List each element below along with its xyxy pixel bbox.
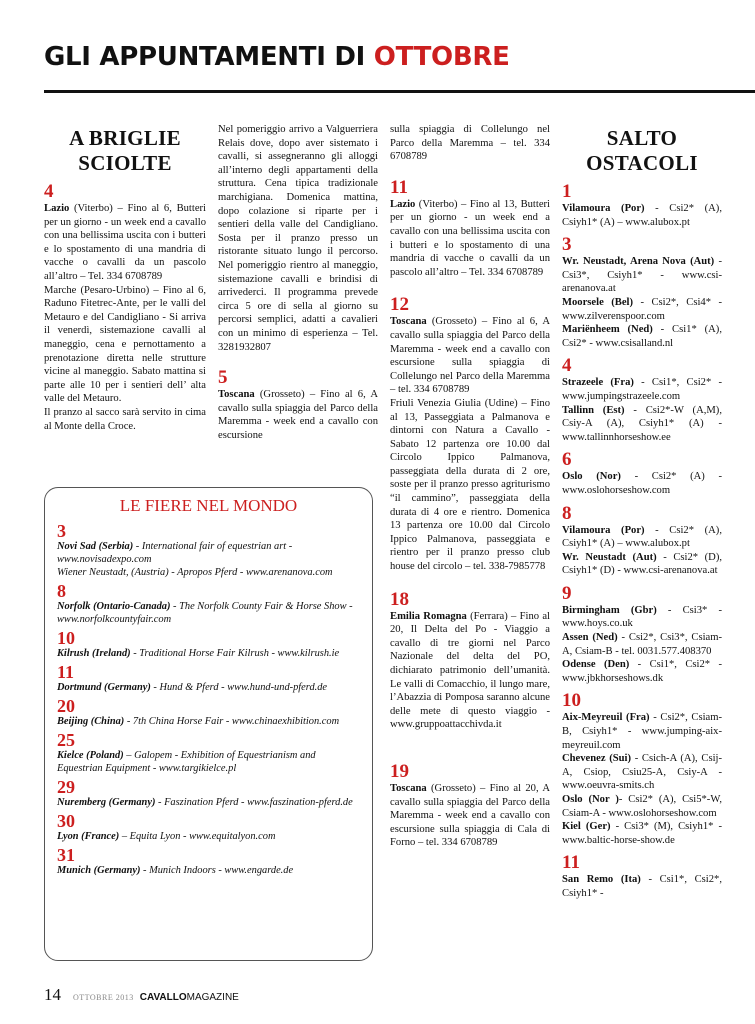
- day-number: 5: [218, 367, 228, 389]
- day-number: 29: [57, 777, 75, 797]
- event-text: - Csi2* (A), Csiyh1* (A) – www.alubox.pt: [562, 524, 722, 550]
- event-location: Dortmund (Germany): [57, 682, 151, 693]
- event-entry: Il pranzo al sacco sarà servito in cima al Monte della Croce.: [44, 406, 206, 432]
- event-location: Vilamoura (Por): [562, 524, 645, 536]
- event-location: Moorsele (Bel): [562, 296, 633, 308]
- event-location: Wr. Neustadt (Aut): [562, 551, 657, 563]
- column-briglie: [44, 126, 206, 433]
- day-number: 4: [562, 355, 572, 377]
- event-region: Toscana: [390, 316, 427, 328]
- day-number: 9: [562, 582, 572, 604]
- event-region: Toscana: [218, 389, 255, 401]
- event-region: Lazio: [390, 198, 416, 210]
- event-entry: [562, 631, 722, 658]
- event-entry: [562, 296, 722, 323]
- title-month: OTTOBRE: [373, 42, 510, 72]
- event-text: (Viterbo) – Fino al 13, Butteri per un giorno - un week end a cavallo con una bellissima uscita con i butteri e lo spostamento di una mandria di vacche o cavalli da un pascolo all’altro – Tel. 334 6708789: [390, 198, 550, 278]
- event-location: Strazeele (Fra): [562, 377, 634, 389]
- day-number: 1: [562, 181, 572, 202]
- magazine-suffix: MAGAZINE: [186, 992, 239, 1003]
- header-rule: [44, 90, 755, 93]
- event-location: Munich (Germany): [57, 865, 141, 876]
- day-number: 19: [390, 760, 409, 782]
- event-location: Wr. Neustadt, Arena Nova (Aut): [562, 256, 715, 268]
- event-text: – Equita Lyon - www.equitalyon.com: [119, 831, 276, 842]
- magazine-name: CAVALLO: [139, 992, 187, 1003]
- day-number: 6: [562, 449, 572, 471]
- event-location: Aix-Meyreuil (Fra): [562, 712, 650, 724]
- event-location: Nuremberg (Germany): [57, 797, 156, 808]
- event-text: - Csi2* (A), Csi5*-W, Csiam-A - www.oslohorseshow.com: [562, 794, 722, 819]
- event-entry: [562, 752, 722, 793]
- event-text: - Csi1*, Csi2* - www.jbkhorseshows.dk: [562, 659, 722, 684]
- event-text: - Csi2*, Csiam-B, Csiyh1* - www.jumping-aix-meyreuil.com: [562, 712, 722, 751]
- event-entry: [562, 551, 722, 578]
- event-text: - Csi3*, Csiyh1* - www.csi-arenanova.at: [562, 256, 722, 295]
- event-text: - Hund & Pferd - www.hund-und-pferd.de: [150, 682, 328, 693]
- event-text: Nel pomeriggio arrivo a Valguerriera Relais dove, dopo aver sistemato i cavalli, si assegneranno gli alloggi all’interno degli appartamenti della struttura. Cena tipica tradizionale marchigiana. Domenica mattina, dopo colazione si riparte per i sentieri della valle del Candigliano. Sosta per il pranzo presso un ristorante situato lungo il percorso. Nel pomeriggio rientro al maneggio, sistemazione cavalli e brindisi di arrivederci. Il programma prevede circa 5 ore di sella al giorno su percorsi semplici, adatti a cavalieri con un minimo di esperienza – Tel. 3281932807: [218, 124, 378, 353]
- column-2: [218, 123, 378, 442]
- event-location: Lyon (France): [57, 831, 120, 842]
- event-text: (Viterbo) – Fino al 6, Butteri per un giorno - un week end a cavallo con una bellissima uscita con i butteri e lo spostamento di una mandria di vacche o cavalli da un pascolo all’altro – Tel. 334 6708789: [44, 203, 206, 282]
- event-entry: [562, 793, 722, 820]
- event-text: - International fair of equestrian art - www.novisadexpo.com: [57, 541, 293, 565]
- page-number: 14: [44, 985, 61, 1004]
- day-number: 3: [57, 521, 66, 541]
- event-entry: [57, 540, 360, 566]
- day-number: 10: [57, 628, 75, 648]
- salto-list: [562, 182, 722, 901]
- event-entry: [562, 323, 722, 350]
- event-entry: [57, 796, 360, 809]
- event-text: - Csi1*, Csi2* - www.jumpingstrazeele.com: [562, 377, 722, 402]
- event-text: (Grosseto) – Fino al 6, A cavallo sulla spiaggia del Parco della Maremma - week end a cavallo con escursione: [218, 389, 378, 441]
- event-entry: [390, 315, 550, 397]
- event-region: Emilia Romagna: [390, 610, 467, 622]
- event-text: - Munich Indoors - www.engarde.de: [140, 865, 294, 876]
- day-number: 12: [390, 294, 409, 316]
- event-entry: [390, 782, 550, 850]
- event-location: Novi Sad (Serbia): [57, 541, 134, 552]
- day-number: 4: [44, 181, 54, 202]
- event-text: (Grosseto) – Fino al 20, A cavallo sulla spiaggia del Parco della Maremma - week end a cavallo con escursione sulla spiaggia di Cala di Forno – tel. 334 6708789: [390, 782, 550, 849]
- event-text: sulla spiaggia di Collelungo nel Parco della Maremma – tel. 334 6708789: [390, 124, 550, 163]
- day-number: 30: [57, 811, 75, 831]
- event-location: Norfolk (Ontario-Canada): [57, 601, 171, 612]
- event-entry: [57, 749, 360, 775]
- title-main: GLI APPUNTAMENTI DI: [44, 42, 365, 72]
- event-text: - Csi3* - www.hoys.co.uk: [562, 604, 722, 630]
- day-number: 31: [57, 845, 75, 865]
- event-entry: [562, 202, 722, 229]
- day-number: 10: [562, 690, 581, 712]
- event-text: (Ferrara) – Fino al 20, Il Delta del Po - Viaggio a cavallo di tre giorni nel Parco Nazionale del delta del PO, dichiarato patrimonio dell’umanità. Le valli di Comacchio, il lungo mare, l’Abazzia di Pomposa saranno alcune delle mete di questo viaggio - www.gruppoattacchivda.it: [390, 610, 550, 731]
- event-entry: [562, 376, 722, 403]
- event-text: - Csi2* (D), Csiyh1* (D) - www.csi-arenanova.at: [562, 551, 722, 577]
- event-location: Kiel (Ger): [562, 821, 611, 833]
- section-title: A BRIGLIE SCIOLTE: [69, 126, 181, 175]
- event-entry: [57, 715, 360, 728]
- day-number: 11: [57, 662, 75, 682]
- section-title: SALTO OSTACOLI: [586, 126, 698, 175]
- event-entry: [218, 388, 378, 442]
- day-number: 25: [57, 730, 75, 750]
- event-entry: [57, 830, 360, 843]
- day-number: 8: [562, 502, 572, 524]
- event-text: - Traditional Horse Fair Kilrush - www.kilrush.ie: [130, 648, 340, 659]
- event-text: – Galopem - Exhibition of Equestrianism and Equestrian Equipment - www.targikielce.pl: [57, 750, 316, 774]
- fiere-box: [44, 487, 373, 961]
- event-entry: Marche (Pesaro-Urbino) – Fino al 6, Raduno Fitetrec-Ante, per le valli del Metauro e del Candigliano - Si arriva il venerdì, sistemazione cavalli al maneggio, cena e pernottamento a prenotazione diretta nelle strutture vicine al maneggio. Sabato mattina si parte alle 10 per i sentieri dell’ alta valle del Metauro.: [44, 284, 206, 405]
- day-number: 20: [57, 696, 75, 716]
- day-number: 11: [390, 176, 408, 198]
- event-text: - Csi2*, Csi4* - www.zilverenspoor.com: [562, 296, 722, 322]
- event-entry: [57, 647, 360, 660]
- event-entry: [57, 864, 360, 877]
- event-entry: Friuli Venezia Giulia (Udine) – Fino al 13, Passeggiata a Palmanova e dintorni con Natura a Cavallo - Sabato 12 partenza ore 10.00 dal Circolo Ippico Palmanova, passeggiata della durata di 2 ore, soste per il pranzo presso agriturismo “il cammino”, passeggiata della durata di 4 ore e rientro. Domenica 13 partenza ore 10.00 dal Circolo Ippico Palmanova, passeggiata e rientro per il pranzo presso club house del circolo – tel. 338-7985778: [390, 397, 550, 573]
- event-text: - Csi2*, Csi3*, Csiam-A, Csiam-B - tel. 0031.577.408370: [562, 632, 722, 657]
- event-text: (Grosseto) – Fino al 6, A cavallo sulla spiaggia del Parco della Maremma - week end a cavallo con escursione sulla spiaggia di Collelungo nel Parco della Maremma – tel. 334 6708789: [390, 316, 550, 396]
- event-entry: [562, 524, 722, 551]
- event-text: - Csi2* (A) - www.oslohorseshow.com: [562, 471, 722, 496]
- event-location: Chevenez (Sui): [562, 753, 632, 765]
- event-entry: [57, 681, 360, 694]
- event-location: Kilrush (Ireland): [57, 648, 131, 659]
- fiere-title: LE FIERE NEL MONDO: [119, 496, 298, 515]
- event-entry: [562, 711, 722, 752]
- event-location: Tallinn (Est): [562, 404, 625, 416]
- event-entry: [390, 198, 550, 280]
- page-title: [44, 42, 510, 72]
- day-number: 11: [562, 852, 580, 874]
- event-text: - Csi3* (M), Csiyh1* - www.baltic-horse-show.de: [562, 821, 722, 846]
- event-text: - The Norfolk County Fair & Horse Show - www.norfolkcountyfair.com: [57, 601, 353, 625]
- event-location: San Remo (Ita): [562, 874, 641, 886]
- event-entry: [562, 404, 722, 445]
- event-text: Wiener Neustadt, (Austria) - Apropos Pferd - www.arenanova.com: [57, 567, 333, 578]
- event-location: Oslo (Nor ): [562, 794, 619, 805]
- event-text: - Csich-A (A), Csij-A, Csiop, Csiu25-A, Csiy-A - www.oeuvra-smits.ch: [562, 753, 722, 792]
- event-text: - Faszination Pferd - www.faszination-pferd.de: [155, 797, 353, 808]
- day-number: 3: [562, 234, 572, 256]
- event-entry: [562, 658, 722, 685]
- event-location: Oslo (Nor): [562, 471, 621, 483]
- event-entry: [562, 820, 722, 847]
- event-region: Toscana: [390, 782, 427, 794]
- fiere-list: [57, 522, 360, 877]
- event-location: Vilamoura (Por): [562, 203, 645, 214]
- event-text: - Csi2* (A), Csiyh1* (A) – www.alubox.pt: [562, 203, 722, 228]
- event-location: Assen (Ned): [562, 632, 618, 644]
- event-text: - 7th China Horse Fair - www.chinaexhibition.com: [124, 716, 340, 727]
- day-number: 8: [57, 581, 66, 601]
- event-location: Odense (Den): [562, 659, 630, 671]
- event-entry: [562, 255, 722, 296]
- event-entry: [562, 873, 722, 900]
- column-salto: [562, 126, 722, 901]
- event-entry: [562, 604, 722, 631]
- event-entry: [562, 470, 722, 497]
- event-entry: [390, 610, 550, 732]
- event-location: Birmingham (Gbr): [562, 604, 657, 616]
- event-location: Kielce (Poland): [57, 750, 124, 761]
- footer: [44, 985, 239, 1005]
- event-text: - Csi1* (A), Csi2* - www.csisalland.nl: [562, 324, 722, 349]
- event-entry: [44, 202, 206, 284]
- column-3: [390, 123, 550, 850]
- day-number: 18: [390, 588, 409, 610]
- event-location: Mariënheem (Ned): [562, 324, 653, 336]
- event-text: - Csi2*-W (A,M), Csiy-A (A), Csiyh1* (A) - www.tallinnhorseshow.ee: [562, 404, 722, 443]
- event-location: Beijing (China): [57, 716, 125, 727]
- event-entry: [57, 566, 360, 579]
- event-text: - Csi1*, Csi2*, Csiyh1* -: [562, 874, 722, 899]
- event-entry: [57, 600, 360, 626]
- event-region: Lazio: [44, 203, 70, 214]
- issue-date: OTTOBRE 2013: [73, 993, 134, 1002]
